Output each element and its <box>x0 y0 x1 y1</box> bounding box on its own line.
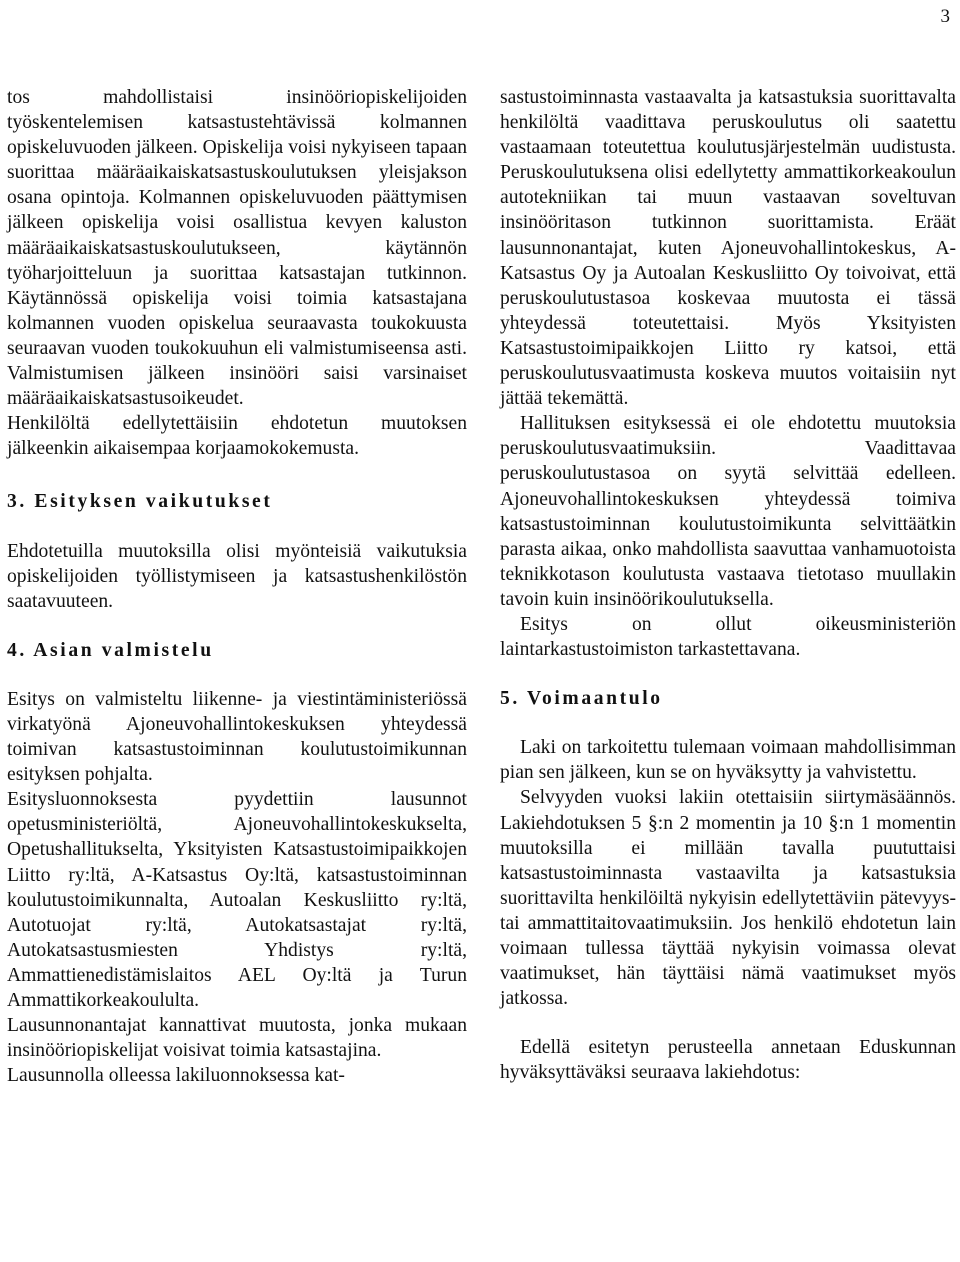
page-number: 3 <box>940 6 950 27</box>
left-paragraph-2: Henkilöltä edellytettäisiin ehdotetun muutoksen jälkeenkin aikaisempaa korjaamokokemusta. <box>7 413 467 460</box>
spacer <box>500 711 956 735</box>
spacer <box>500 1011 956 1035</box>
section-heading-5: 5. Voimaantulo <box>500 688 663 710</box>
spacer <box>500 662 956 686</box>
right-paragraph-6: Edellä esitetyn perusteella annetaan Eduskunnan hyväksyttäväksi seuraava lakiehdotus: <box>500 1037 956 1084</box>
right-paragraph-2: Hallituksen esityksessä ei ole ehdotettu muutoksia peruskoulutusvaatimuksiin. Vaadittavaa peruskoulutustasoa on syytä selvittää edelleen. Ajoneuvohallintokeskuksen yhteydessä toimiva katsastustoiminnan koulutustoimikunta selvittäätkin parasta aikaa, onko mahdollista saavuttaa vanhamuotoista teknikkotason koulutusta vastaava tietotaso muullakin tavoin kuin insinöörikoulutuksella. <box>500 413 956 610</box>
left-paragraph-6: Lausunnonantajat kannattivat muutosta, jonka mukaan insinööriopiskelijat voisivat toimia katsastajina. <box>7 1015 467 1062</box>
section-heading-3: 3. Esityksen vaikutukset <box>7 491 273 513</box>
right-column <box>500 85 956 1085</box>
left-paragraph-3: Ehdotetuilla muutoksilla olisi myönteisiä vaikutuksia opiskelijoiden työllistymiseen ja katsastushenkilöstön saatavuuteen. <box>7 540 467 612</box>
left-paragraph-7: Lausunnolla olleessa lakiluonnoksessa kat- <box>7 1065 345 1087</box>
right-paragraph-5: Selvyyden vuoksi lakiin otettaisiin siirtymäsäännös. Lakiehdotuksen 5 §:n 2 momentin ja 10 §:n 1 momentin muutoksilla ei millään tavalla puututtaisi katsastustoiminnasta vastaavilta ja katsastuksia suorittavilta henkilöiltä nykyisin edellytettäviin pätevyys- tai ammattitaitovaatimuksiin. Jos henkilö ehdotetun lain voimaan tullessa täyttää nykyisin voimassa olevat vaatimukset, hän täyttäisi nämä vaatimukset myös jatkossa. <box>500 787 956 1010</box>
right-paragraph-1: sastustoiminnasta vastaavalta ja katsastuksia suorittavalta henkilöltä vaadittava peruskoulutus oli saatettu vastaamaan toteutettua koulutusjärjestelmän uudistusta. Peruskoulutuksena olisi edellytetty ammattikorkeakoulun autotekniikan tai muun vastaavan soveltuvan insinööritason tutkinnon suorittamista. Eräät lausunnonantajat, kuten Ajoneuvohallintokeskus, A-Katsastus Oy ja Autoalan Keskusliitto Oy toivoivat, että peruskoulutustasoa koskevaa muutosta ei tässä yhteydessä toteutettaisi. Myös Yksityisten Katsastustoimipaikkojen Liitto ry katsoi, että peruskoulutusvaatimusta koskeva muutos voitaisiin nyt jättää tekemättä. <box>500 87 956 410</box>
spacer <box>7 515 467 539</box>
left-column <box>7 85 467 1088</box>
left-paragraph-1: tos mahdollistaisi insinööriopiskelijoiden työskentelemisen katsastustehtävissä kolmannen opiskeluvuoden jälkeen. Opiskelija voisi nykyiseen tapaan suorittaa määräaikaiskatsastuskoulutuksen yleisjakson osana opintoja. Kolmannen opiskeluvuoden päättymisen jälkeen opiskelija voisi osallistua kevyen kaluston määräaikaiskatsastuskoulutukseen, käytännön työharjoitteluun ja suorittaa katsastajan tutkinnon. Käytännössä opiskelija voisi toimia katsastajana kolmannen vuoden opiskelua seuraavasta toukokuusta seuraavan vuoden toukokuuhun eli valmistumiseensa asti. Valmistumisen jälkeen insinööri saisi varsinaiset määräaikaiskatsastusoikeudet. <box>7 87 467 410</box>
left-paragraph-5: Esitysluonnoksesta pyydettiin lausunnot opetusministeriöltä, Ajoneuvohallintokeskukselta, Opetushallitukselta, Yksityisten Katsastustoimipaikkojen Liitto ry:ltä, A-Katsastus Oy:ltä, katsastustoiminnan koulutustoimikunnalta, Autoalan Keskusliitto ry:ltä, Autotuojat ry:ltä, Autokatsastajat ry:ltä, Autokatsastusmiesten Yhdistys ry:ltä, Ammattienedistämislaitos AEL Oy:ltä ja Turun Ammattikorkeakoululta. <box>7 789 467 1011</box>
left-paragraph-4: Esitys on valmisteltu liikenne- ja viestintäministeriössä virkatyönä Ajoneuvohallintokeskuksen yhteydessä toimivan katsastustoiminnan koulutustoimikunnan esityksen pohjalta. <box>7 688 467 786</box>
spacer <box>7 614 467 638</box>
right-paragraph-4: Laki on tarkoitettu tulemaan voimaan mahdollisimman pian sen jälkeen, kun se on hyväksytty ja vahvistettu. <box>500 737 956 784</box>
section-heading-4: 4. Asian valmistelu <box>7 639 214 661</box>
right-paragraph-3: Esitys on ollut oikeusministeriön laintarkastustoimiston tarkastettavana. <box>500 613 956 661</box>
spacer <box>7 663 467 687</box>
spacer <box>7 461 467 489</box>
